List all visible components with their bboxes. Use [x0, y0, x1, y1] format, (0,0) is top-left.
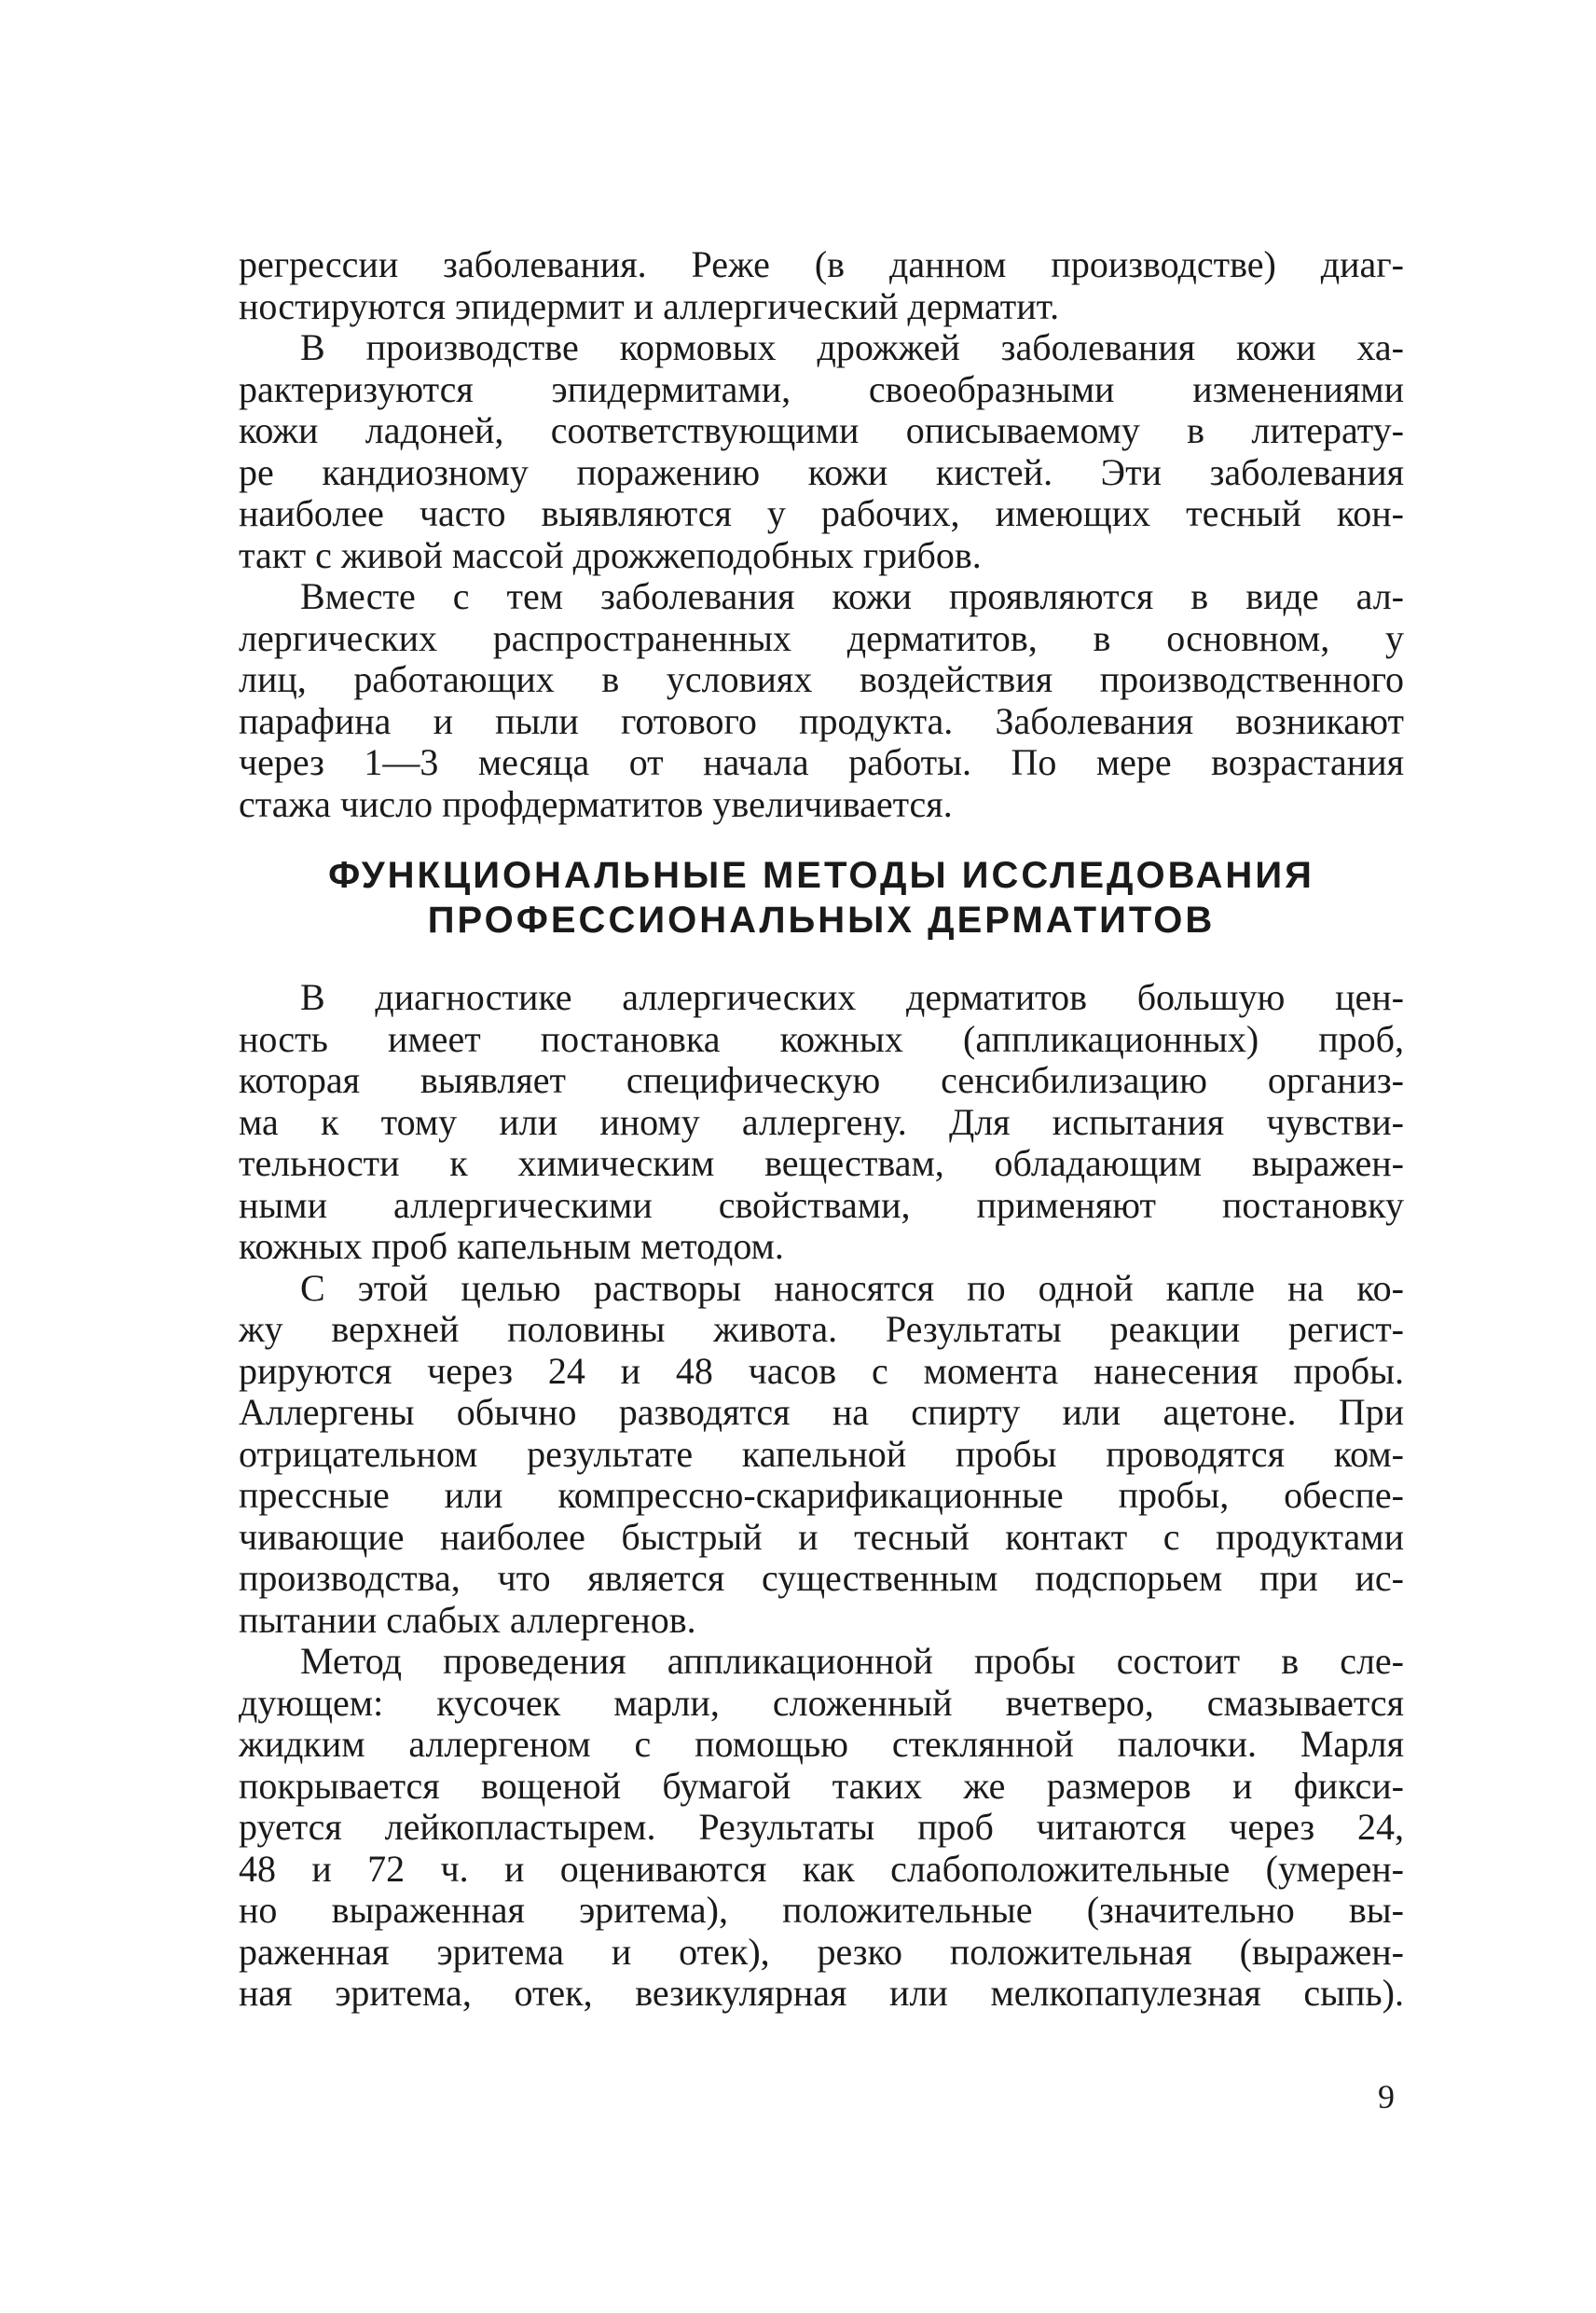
text-line: ными аллергическими свойствами, применяют постановку	[239, 1183, 1404, 1226]
text-line: производства, что является существенным подспорьем при ис-	[239, 1557, 1404, 1599]
page-number: 9	[1378, 2078, 1395, 2115]
text-line: Метод проведения аппликационной пробы состоит в сле-	[300, 1640, 1404, 1682]
text-line: пытании слабых аллергенов.	[239, 1598, 696, 1641]
text-line: парафина и пыли готового продукта. Заболевания возникают	[239, 699, 1404, 742]
text-line: жу верхней половины живота. Результаты реакции регист-	[239, 1308, 1404, 1350]
text-line: отрицательном результате капельной пробы проводятся ком-	[239, 1432, 1404, 1475]
text-line: ностируются эпидермит и аллергический дерматит.	[239, 284, 1060, 327]
top-text-block	[239, 244, 1404, 825]
text-line: жидким аллергеном с помощью стеклянной палочки. Марля	[239, 1723, 1404, 1765]
text-line: кожи ладоней, соответствующими описываемому в литерату-	[239, 409, 1404, 451]
text-line: 48 и 72 ч. и оцениваются как слабоположительные (умерен-	[239, 1847, 1404, 1890]
text-line: рактеризуются эпидермитами, своеобразными изменениями	[239, 367, 1404, 410]
section-heading-line-2: ПРОФЕССИОНАЛЬНЫХ ДЕРМАТИТОВ	[427, 900, 1216, 941]
paragraph	[239, 576, 1404, 825]
text-line: наиболее часто выявляются у рабочих, имеющих тесный кон-	[239, 492, 1404, 534]
text-line: через 1—3 месяца от начала работы. По мере возрастания	[239, 741, 1404, 783]
paragraph	[239, 977, 1404, 1268]
paragraph	[239, 244, 1404, 327]
bottom-text-block	[239, 977, 1404, 2015]
text-line: чивающие наиболее быстрый и тесный контакт с продуктами	[239, 1515, 1404, 1558]
text-line: но выраженная эритема), положительные (значительно вы-	[239, 1889, 1404, 1931]
text-line: руется лейкопластырем. Результаты проб читаются через 24,	[239, 1806, 1404, 1848]
text-line: лергических распространенных дерматитов, в основном, у	[239, 616, 1404, 659]
text-line: регрессии заболевания. Реже (в данном производстве) диаг-	[239, 243, 1404, 285]
text-line: кожных проб капельным методом.	[239, 1225, 784, 1267]
text-line: дующем: кусочек марли, сложенный вчетверо, смазывается	[239, 1681, 1404, 1724]
paragraph	[239, 327, 1404, 576]
text-line: ре кандиозному поражению кожи кистей. Эти заболевания	[239, 450, 1404, 493]
text-line: которая выявляет специфическую сенсибилизацию организ-	[239, 1059, 1404, 1101]
text-line: С этой целью растворы наносятся по одной капле на ко-	[300, 1266, 1404, 1309]
text-line: рируются через 24 и 48 часов с момента нанесения пробы.	[239, 1349, 1404, 1392]
text-line: лиц, работающих в условиях воздействия производственного	[239, 658, 1404, 700]
text-line: раженная эритема и отек), резко положительная (выражен-	[239, 1930, 1404, 1973]
text-line: Вместе с тем заболевания кожи проявляются в виде ал-	[300, 575, 1404, 617]
text-line: тельности к химическим веществам, обладающим выражен-	[239, 1142, 1404, 1184]
text-line: прессные или компрессно-скарификационные пробы, обеспе-	[239, 1474, 1404, 1516]
text-line: ма к тому или иному аллергену. Для испытания чувстви-	[239, 1100, 1404, 1143]
section-heading	[239, 853, 1404, 943]
text-line: такт с живой массой дрожжеподобных грибов.	[239, 533, 982, 576]
text-line: Аллергены обычно разводятся на спирту или ацетоне. При	[239, 1391, 1404, 1433]
text-line: В диагностике аллергических дерматитов большую цен-	[300, 976, 1404, 1018]
section-heading-line-1: ФУНКЦИОНАЛЬНЫЕ МЕТОДЫ ИССЛЕДОВАНИЯ	[328, 855, 1314, 896]
text-line: ность имеет постановка кожных (аппликационных) проб,	[239, 1017, 1404, 1060]
text-line: стажа число профдерматитов увеличивается.	[239, 782, 953, 825]
text-line: В производстве кормовых дрожжей заболевания кожи ха-	[300, 326, 1404, 368]
text-line: покрывается вощеной бумагой таких же размеров и фикси-	[239, 1764, 1404, 1807]
text-line: ная эритема, отек, везикулярная или мелкопапулезная сыпь).	[239, 1972, 1404, 2014]
paragraph	[239, 1268, 1404, 1642]
paragraph	[239, 1641, 1404, 2015]
